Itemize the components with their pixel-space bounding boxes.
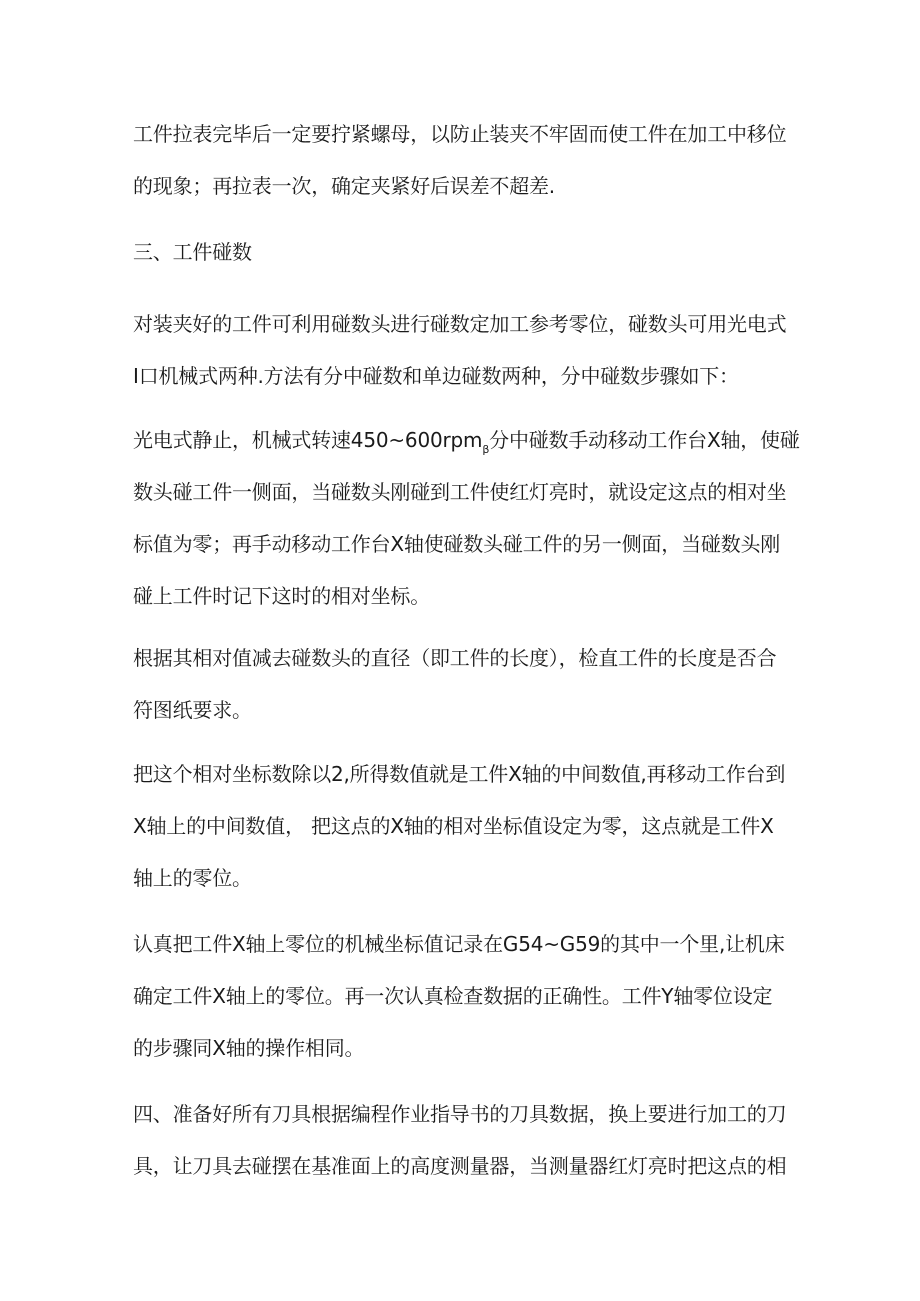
paragraph-clamping (133, 108, 805, 212)
paragraph-edge-finder (133, 298, 805, 402)
text-line: 认真把工件X轴上零位的机械坐标值记录在G54~G59的其中一个里,让机床 (133, 932, 785, 956)
text-line: 的现象；再拉表一次，确定夹紧好后误差不超差. (133, 174, 555, 198)
text-line: 碰上工件时记下这时的相对坐标。 (133, 584, 430, 608)
paragraph-record-zero (133, 918, 805, 1074)
text-run: 分中碰数手动移动工作台X轴，使碰 (489, 428, 800, 452)
text-line: 具，让刀具去碰摆在基准面上的高度测量器，当测量器红灯亮时把这点的相 (133, 1154, 787, 1178)
text-line: 把这个相对坐标数除以2,所得数值就是工件X轴的中间数值,再移动工作台到 (133, 762, 786, 786)
text-line: 根据其相对值减去碰数头的直径（即工件的长度），检直工件的长度是否合 (133, 646, 777, 670)
paragraph-tools (133, 1088, 805, 1192)
text-line: I口机械式两种.方法有分中碰数和单边碰数两种，分中碰数步骤如下： (133, 364, 739, 388)
paragraph-x-center (133, 748, 805, 904)
paragraph-length-check (133, 632, 805, 736)
paragraph-centering-steps (133, 414, 805, 622)
text-line: 工件拉表完毕后一定要拧紧螺母，以防止装夹不牢固而使工件在加工中移位 (133, 122, 787, 146)
subscript-mark: β (482, 443, 490, 456)
text-line: 四、准备好所有刀具根据编程作业指导书的刀具数据，换上要进行加工的刀 (133, 1102, 787, 1126)
text-run: 光电式静止，机械式转速450~600rpm (133, 428, 483, 452)
text-line: X轴上的中间数值， 把这点的X轴的相对坐标值设定为零，这点就是工件X (133, 814, 774, 838)
section-heading-3 (133, 226, 805, 278)
text-line: 对装夹好的工件可利用碰数头进行碰数定加工参考零位，碰数头可用光电式 (133, 312, 787, 336)
text-line: 符图纸要求。 (133, 698, 252, 722)
text-line: 数头碰工件一侧面，当碰数头刚碰到工件使红灯亮时，就设定这点的相对坐 (133, 480, 787, 504)
text-line (133, 414, 805, 466)
text-line: 轴上的零位。 (133, 866, 252, 890)
heading-line: 三、工件碰数 (133, 240, 252, 264)
text-line: 标值为零；再手动移动工作台X轴使碰数头碰工件的另一侧面，当碰数头刚 (133, 532, 781, 556)
text-line: 的步骤同X轴的操作相同。 (133, 1036, 365, 1060)
text-line: 确定工件X轴上的零位。再一次认真检查数据的正确性。工件Y轴零位设定 (133, 984, 773, 1008)
